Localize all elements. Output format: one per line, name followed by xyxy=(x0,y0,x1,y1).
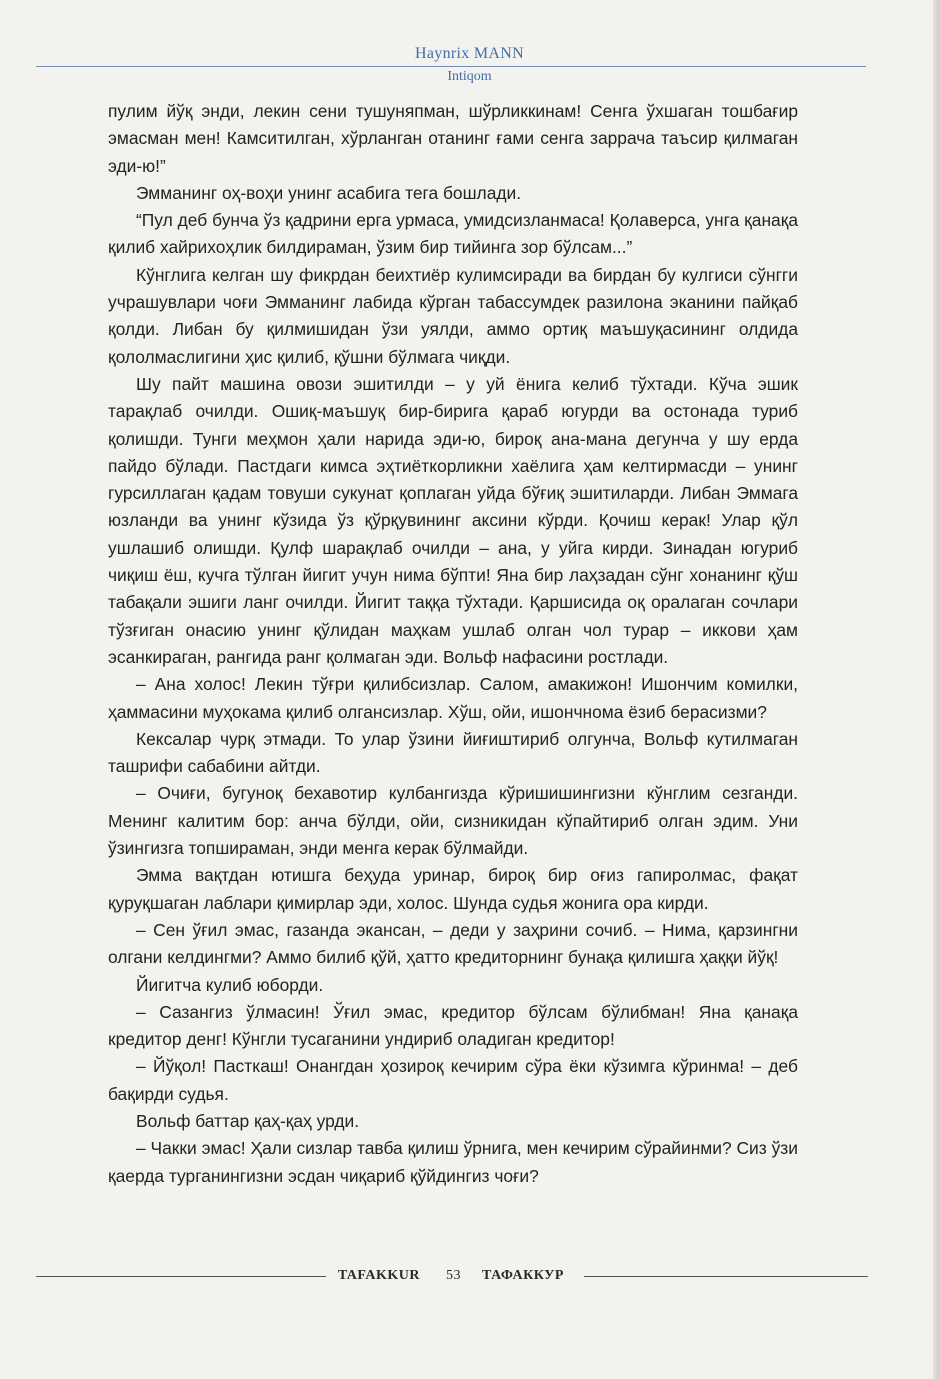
body-text xyxy=(108,98,798,1190)
paragraph: – Сазангиз ўлмасин! Ўғил эмас, кредитор бўлсам бўлибман! Яна қанақа кредитор денг! Кўнгли тусаганини ундириб оладиган кредитор! xyxy=(108,1001,798,1050)
paragraph: – Йўқол! Пасткаш! Онангдан ҳозироқ кечирим сўра ёки кўзимга кўринма! – деб бақирди судья. xyxy=(108,1056,798,1104)
paragraph: – Чакки эмас! Ҳали сизлар тавба қилиш ўрнига, мен кечирим сўрайинми? Сиз ўзи қаерда турганингизни эсдан чиқариб қўйдингиз чоғи? xyxy=(108,1138,798,1186)
paragraph: Кўнглига келган шу фикрдан беихтиёр кулимсиради ва бирдан бу кулгиси сўнгги учрашувлари чоғи Эмманинг лабида кўрган табассумдек разилона эканини пайқаб қолди. Либан бу қилмишидан ўзи уялди, аммо ортиқ маъшуқасининг олдида қололмаслигини ҳис қилиб, қўшни бўлмага чиқди. xyxy=(108,264,798,367)
paragraph: Йигитча кулиб юборди. xyxy=(136,974,324,995)
paragraph: – Сен ўғил эмас, газанда экансан, – деди у заҳрини сочиб. – Нима, қарзингни олгани келдингми? Аммо билиб қўй, ҳатто кредиторнинг бунақа қилишга ҳаққи йўқ! xyxy=(108,919,798,968)
paragraph: Вольф баттар қаҳ-қаҳ урди. xyxy=(136,1110,360,1131)
footer-magazine-latin: TAFAKKUR xyxy=(338,1268,421,1283)
footer-rule-right xyxy=(584,1276,868,1277)
paragraph: – Ана холос! Лекин тўғри қилибсизлар. Салом, амакижон! Ишончим комилки, ҳаммасини муҳокама қилиб олгансизлар. Хўш, ойи, ишончнома ёзиб берасизми? xyxy=(108,674,798,722)
footer-rule-left xyxy=(36,1276,326,1277)
running-footer xyxy=(0,1266,939,1286)
paragraph: Кексалар чурқ этмади. То улар ўзини йиғиштириб олгунча, Вольф кутилмаган ташрифи сабабини айтди. xyxy=(108,728,798,777)
paragraph: – Очиғи, бугуноқ бехавотир кулбангизда кўришишингизни кўнглим сезганди. Менинг калитим бор: анча бўлди, ойи, сизникидан кўпайтириб олган эдим. Уни ўзингизга топшираман, энди менга керак бўлмайди. xyxy=(108,783,798,859)
page-number: 53 xyxy=(446,1268,461,1283)
paragraph: Эмманинг оҳ-воҳи унинг асабига тега бошлади. xyxy=(136,182,522,203)
paragraph: Шу пайт машина овози эшитилди – у уй ёнига келиб тўхтади. Кўча эшик тарақлаб очилди. Ошиқ-маъшуқ бир-бирига қараб югурди ва остонада туриб қолишди. Тунги меҳмон ҳали нарида эди-ю, бироқ ана-мана дегунча у шу ерда пайдо бўлади. Пастдаги кимса эҳтиёткорликни хаёлига ҳам келтирмасди – унинг гурсиллаган қадам товуши сукунат қоплаган уйда бўғиқ эшитиларди. Либан Эммага юзланди ва унинг кўзида ўз қўрқувининг аксини кўрди. Қочиш керак! Улар қўл ушлашиб олишди. Қулф шарақлаб очилди – ана, у уйга кирди. Зинадан югуриб чиқиш ёш, кучга тўлган йигит учун нима бўпти! Яна бир лаҳзадан сўнг хонанинг қўш табақали эшиги ланг очилди. Йигит таққа тўхтади. Қаршисида оқ оралаган сочлари тўзғиган онасию унинг қўлидан маҳкам ушлаб олган чол турар – иккови ҳам эсанкираган, рангида ранг қолмаган эди. Вольф нафасини ростлади. xyxy=(108,373,798,667)
header-rule xyxy=(36,66,866,67)
paragraph: пулим йўқ энди, лекин сени тушуняпман, шўрликкинам! Сенга ўхшаган тошбағир эмасман мен! Камситилган, хўрланган отанинг ғами сенга заррача таъсир қилмаган эди-ю!” xyxy=(108,101,798,176)
footer-magazine-cyrillic: ТАФАККУР xyxy=(482,1268,564,1283)
paragraph: Эмма вақтдан ютишга беҳуда уринар, бироқ бир оғиз гапиролмас, фақат қуруқшаган лаблари қимирлар эди, холос. Шунда судья жонига ора кирди. xyxy=(108,865,798,913)
paragraph: “Пул деб бунча ўз қадрини ерга урмаса, умидсизланмаса! Қолаверса, унга қанақа қилиб хайрихоҳлик билдираман, ўзим бир тийинга зор бўлсам...” xyxy=(108,210,798,258)
page-edge xyxy=(933,0,939,1379)
running-header xyxy=(0,44,939,86)
header-author: Haynrix MANN xyxy=(415,45,524,62)
header-book-title: Intiqom xyxy=(447,69,492,84)
